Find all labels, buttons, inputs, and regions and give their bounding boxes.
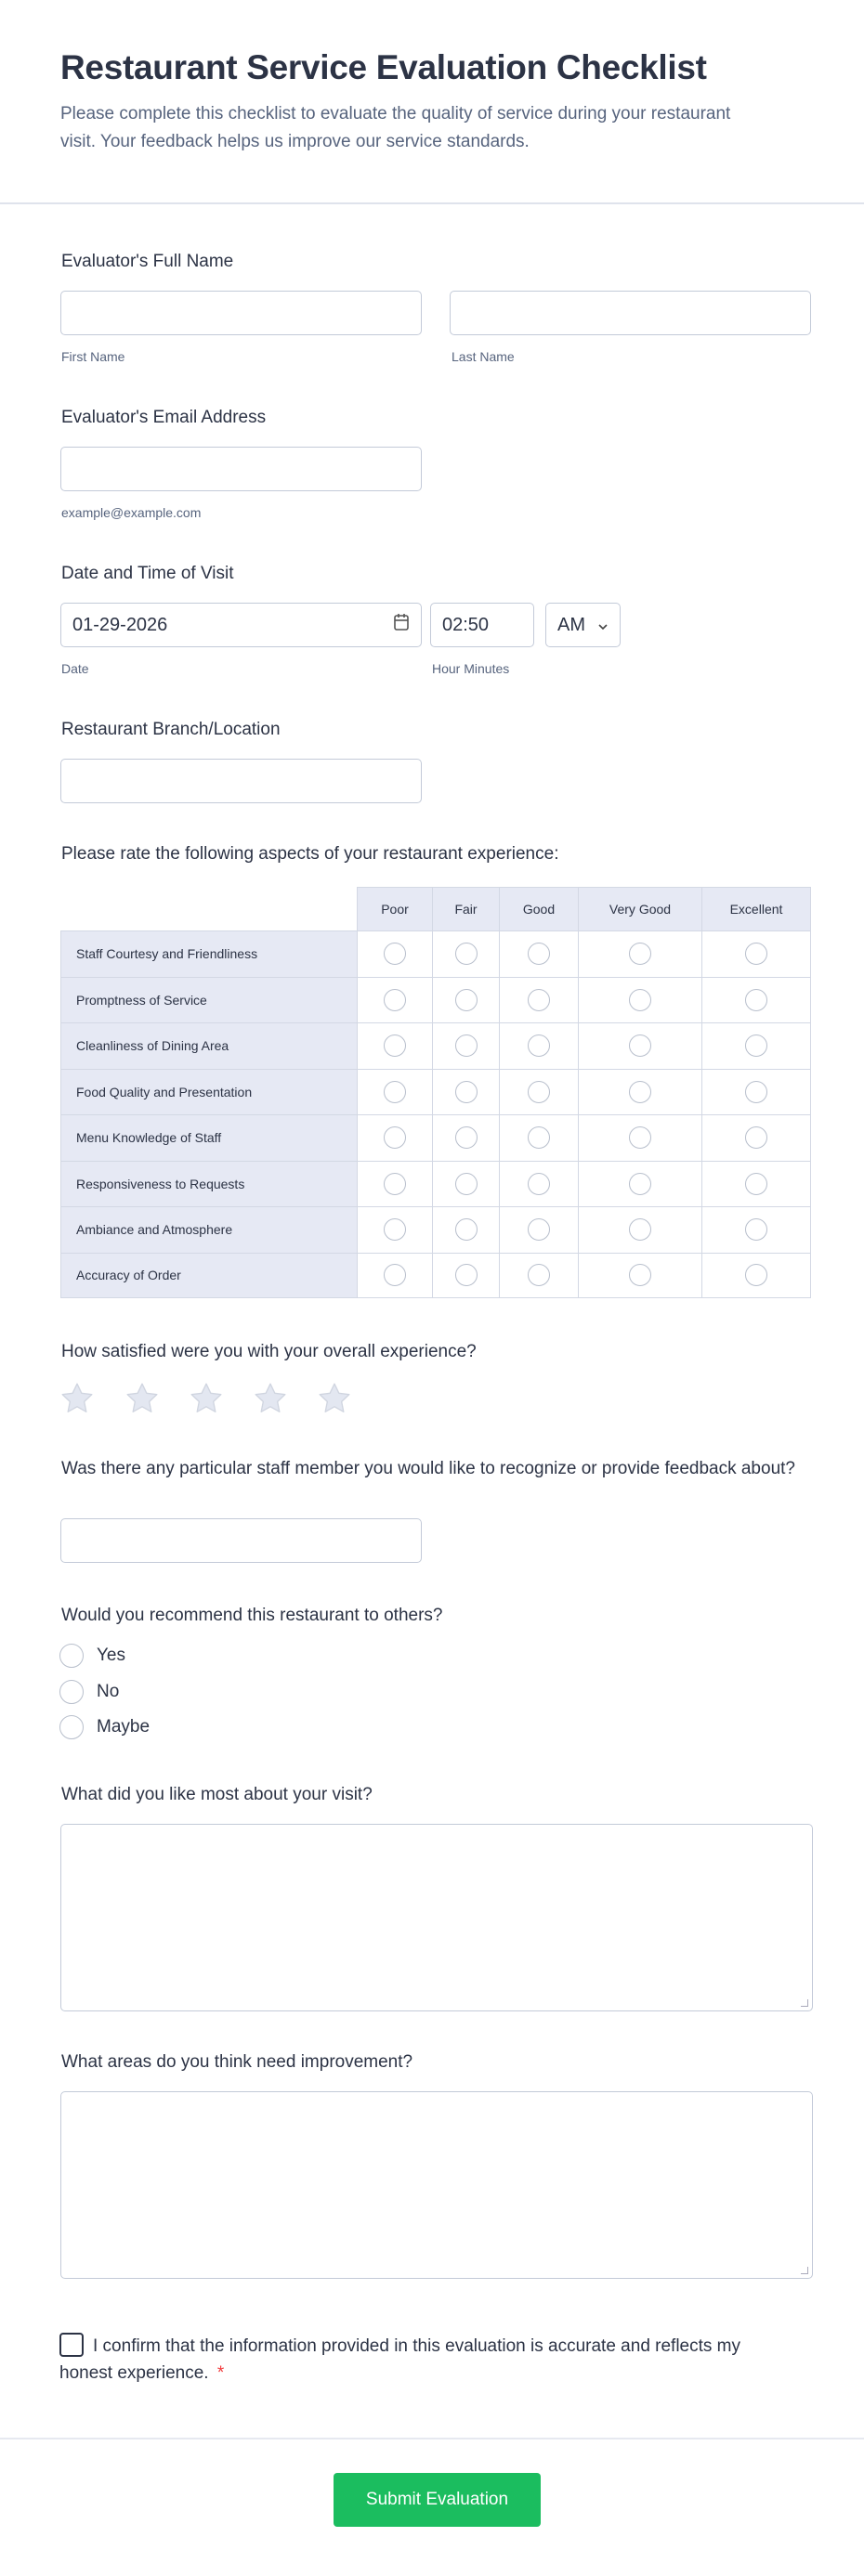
matrix-row-label: Cleanliness of Dining Area <box>60 1022 357 1069</box>
matrix-cell <box>701 1253 811 1299</box>
matrix-cell <box>578 1253 701 1299</box>
first-name-input[interactable] <box>60 291 422 335</box>
header-divider <box>0 202 864 204</box>
resize-handle-icon[interactable] <box>801 2267 808 2274</box>
matrix-radio[interactable] <box>528 1218 550 1241</box>
matrix-cell <box>499 1069 578 1115</box>
last-name-sublabel: Last Name <box>452 349 515 364</box>
option-label: Yes <box>97 1646 125 1665</box>
matrix-radio[interactable] <box>629 943 651 965</box>
recommend-label: Would you recommend this restaurant to others? <box>61 1606 443 1625</box>
matrix-cell <box>432 1161 499 1207</box>
matrix-radio[interactable] <box>745 943 767 965</box>
matrix-radio[interactable] <box>629 1034 651 1057</box>
email-sublabel: example@example.com <box>61 505 202 520</box>
matrix-row <box>60 977 811 1023</box>
form-description: Please complete this checklist to evaluate the quality of service during your restaurant visit. Your feedback helps us improve our service standards. <box>60 104 731 151</box>
matrix-cell <box>357 1069 432 1115</box>
matrix-row <box>60 1114 811 1161</box>
location-input[interactable] <box>60 759 422 803</box>
ampm-value: AM <box>557 614 585 635</box>
option-label: Maybe <box>97 1717 151 1737</box>
datetime-label: Date and Time of Visit <box>61 564 234 583</box>
full-name-label: Evaluator's Full Name <box>61 252 234 271</box>
matrix-radio[interactable] <box>455 1126 478 1149</box>
matrix-cell <box>499 1161 578 1207</box>
matrix-cell <box>701 1206 811 1253</box>
matrix-cell <box>499 977 578 1023</box>
star-icon[interactable] <box>59 1380 96 1417</box>
matrix-cell <box>578 1114 701 1161</box>
staff-feedback-label: Was there any particular staff member you would like to recognize or provide feedback about? <box>61 1459 795 1478</box>
recommend-option[interactable] <box>59 1715 150 1739</box>
matrix-radio[interactable] <box>528 943 550 965</box>
matrix-cell <box>432 1253 499 1299</box>
footer-divider <box>0 2438 864 2439</box>
matrix-radio[interactable] <box>384 1126 406 1149</box>
matrix-radio[interactable] <box>629 1173 651 1195</box>
matrix-radio[interactable] <box>745 989 767 1011</box>
matrix-radio[interactable] <box>629 1081 651 1103</box>
star-icon[interactable] <box>252 1380 289 1417</box>
required-asterisk: * <box>216 2363 225 2383</box>
matrix-radio[interactable] <box>384 1218 406 1241</box>
matrix-radio[interactable] <box>745 1034 767 1057</box>
staff-feedback-input[interactable] <box>60 1518 422 1563</box>
page-title: Restaurant Service Evaluation Checklist <box>60 48 707 86</box>
matrix-cell <box>357 930 432 977</box>
matrix-corner <box>60 887 357 930</box>
improve-textarea[interactable] <box>60 2091 813 2279</box>
resize-handle-icon[interactable] <box>801 1999 808 2007</box>
matrix-cell <box>357 1206 432 1253</box>
time-sublabel: Hour Minutes <box>432 661 510 676</box>
option-label: No <box>97 1682 120 1701</box>
matrix-radio[interactable] <box>455 943 478 965</box>
matrix-radio[interactable] <box>384 943 406 965</box>
matrix-radio[interactable] <box>455 1034 478 1057</box>
matrix-radio[interactable] <box>629 1264 651 1286</box>
date-input[interactable] <box>60 603 422 647</box>
matrix-radio[interactable] <box>455 1173 478 1195</box>
matrix-radio[interactable] <box>745 1264 767 1286</box>
matrix-cell <box>578 1069 701 1115</box>
matrix-cell <box>432 1069 499 1115</box>
matrix-cell <box>701 1022 811 1069</box>
submit-button[interactable]: Submit Evaluation <box>334 2473 541 2527</box>
matrix-column-header: Good <box>499 887 578 930</box>
matrix-cell <box>357 1253 432 1299</box>
matrix-row-label: Responsiveness to Requests <box>60 1161 357 1207</box>
matrix-cell <box>432 930 499 977</box>
matrix-radio[interactable] <box>384 989 406 1011</box>
improve-label: What areas do you think need improvement? <box>61 2052 413 2072</box>
matrix-cell <box>499 1022 578 1069</box>
matrix-cell <box>499 1206 578 1253</box>
matrix-radio[interactable] <box>528 989 550 1011</box>
location-label: Restaurant Branch/Location <box>61 720 281 739</box>
satisfaction-label: How satisfied were you with your overall experience? <box>61 1342 477 1361</box>
matrix-radio[interactable] <box>745 1126 767 1149</box>
matrix-cell <box>578 1022 701 1069</box>
star-icon[interactable] <box>124 1380 161 1417</box>
matrix-row-label: Accuracy of Order <box>60 1253 357 1299</box>
matrix-radio[interactable] <box>745 1218 767 1241</box>
matrix-radio[interactable] <box>629 1126 651 1149</box>
matrix-cell <box>499 930 578 977</box>
matrix-cell <box>432 1206 499 1253</box>
matrix-radio[interactable] <box>384 1034 406 1057</box>
matrix-radio[interactable] <box>384 1081 406 1103</box>
matrix-cell <box>701 977 811 1023</box>
matrix-cell <box>432 977 499 1023</box>
matrix-row <box>60 1206 811 1253</box>
date-sublabel: Date <box>61 661 89 676</box>
rating-matrix <box>60 887 811 1298</box>
liked-label: What did you like most about your visit? <box>61 1785 373 1804</box>
matrix-row <box>60 930 811 977</box>
matrix-cell <box>357 1114 432 1161</box>
matrix-cell <box>357 1022 432 1069</box>
matrix-radio[interactable] <box>745 1173 767 1195</box>
matrix-row <box>60 1069 811 1115</box>
matrix-radio[interactable] <box>528 1081 550 1103</box>
email-input[interactable] <box>60 447 422 491</box>
matrix-cell <box>499 1253 578 1299</box>
star-icon[interactable] <box>316 1380 353 1417</box>
matrix-radio[interactable] <box>384 1173 406 1195</box>
matrix-cell <box>432 1114 499 1161</box>
matrix-row <box>60 1161 811 1207</box>
first-name-sublabel: First Name <box>61 349 125 364</box>
matrix-radio[interactable] <box>455 989 478 1011</box>
matrix-cell <box>701 930 811 977</box>
liked-textarea[interactable] <box>60 1824 813 2011</box>
matrix-radio[interactable] <box>455 1081 478 1103</box>
date-value: 01-29-2026 <box>72 614 168 635</box>
confirm-row <box>59 2333 766 2387</box>
recommend-option[interactable] <box>59 1680 119 1704</box>
matrix-radio[interactable] <box>629 989 651 1011</box>
matrix-label: Please rate the following aspects of your restaurant experience: <box>61 844 559 864</box>
email-label: Evaluator's Email Address <box>61 408 267 427</box>
matrix-cell <box>701 1161 811 1207</box>
matrix-row-label: Food Quality and Presentation <box>60 1069 357 1115</box>
matrix-radio[interactable] <box>384 1264 406 1286</box>
matrix-cell <box>357 1161 432 1207</box>
matrix-radio[interactable] <box>455 1218 478 1241</box>
matrix-radio[interactable] <box>528 1034 550 1057</box>
ampm-select[interactable] <box>545 603 621 647</box>
matrix-cell <box>578 1161 701 1207</box>
confirm-checkbox[interactable] <box>59 2333 84 2357</box>
chevron-down-icon <box>597 615 609 636</box>
star-icon[interactable] <box>188 1380 225 1417</box>
matrix-radio[interactable] <box>455 1264 478 1286</box>
matrix-cell <box>432 1022 499 1069</box>
matrix-column-header: Poor <box>357 887 432 930</box>
matrix-cell <box>701 1069 811 1115</box>
matrix-column-header: Fair <box>432 887 499 930</box>
radio-button[interactable] <box>59 1644 84 1668</box>
last-name-input[interactable] <box>450 291 811 335</box>
confirm-label: I confirm that the information provided in this evaluation is accurate and reflects my honest experience. <box>59 2336 741 2383</box>
matrix-cell <box>701 1114 811 1161</box>
matrix-row-label: Staff Courtesy and Friendliness <box>60 930 357 977</box>
calendar-icon[interactable] <box>393 613 410 637</box>
matrix-cell <box>499 1114 578 1161</box>
matrix-row <box>60 1253 811 1299</box>
matrix-row-label: Promptness of Service <box>60 977 357 1023</box>
matrix-row <box>60 1022 811 1069</box>
matrix-cell <box>578 930 701 977</box>
matrix-radio[interactable] <box>629 1218 651 1241</box>
matrix-radio[interactable] <box>745 1081 767 1103</box>
matrix-cell <box>578 977 701 1023</box>
matrix-cell <box>578 1206 701 1253</box>
matrix-radio[interactable] <box>528 1264 550 1286</box>
matrix-column-header: Very Good <box>578 887 701 930</box>
matrix-row-label: Menu Knowledge of Staff <box>60 1114 357 1161</box>
matrix-cell <box>357 977 432 1023</box>
matrix-radio[interactable] <box>528 1126 550 1149</box>
matrix-radio[interactable] <box>528 1173 550 1195</box>
radio-button[interactable] <box>59 1680 84 1704</box>
recommend-option[interactable] <box>59 1644 125 1668</box>
matrix-column-header: Excellent <box>701 887 811 930</box>
radio-button[interactable] <box>59 1715 84 1739</box>
matrix-row-label: Ambiance and Atmosphere <box>60 1206 357 1253</box>
time-input[interactable]: 02:50 <box>430 603 534 647</box>
